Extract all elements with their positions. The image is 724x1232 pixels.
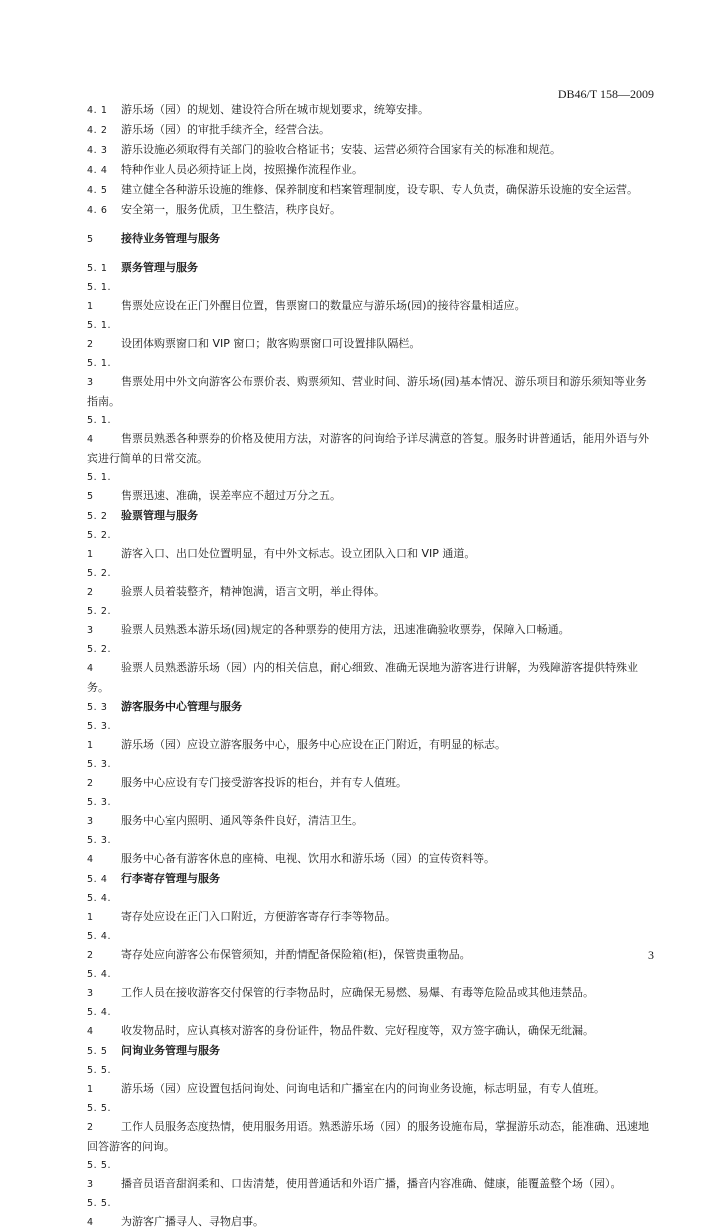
clause-number: 5. 1. 4 <box>87 415 112 445</box>
clause-5-5-1 <box>87 1061 657 1099</box>
clause-text: 游乐场（园）的审批手续齐全，经营合法。 <box>121 123 330 136</box>
clause-number: 5. 3. 1 <box>87 721 112 751</box>
clause-5-2-1 <box>87 526 657 564</box>
subsection-heading-5-2 <box>87 506 657 526</box>
clause-number: 5. 1. 3 <box>87 358 112 388</box>
clause-text: 工作人员在接收游客交付保管的行李物品时，应确保无易燃、易爆、有毒等危险品或其他违禁品。 <box>121 986 594 999</box>
subsection-title: 验票管理与服务 <box>121 509 198 522</box>
clause-text: 为游客广播寻人、寻物启事。 <box>121 1215 264 1228</box>
clause-text: 游乐场（园）应设立游客服务中心，服务中心应设在正门附近，有明显的标志。 <box>121 738 506 751</box>
document-body <box>87 100 657 1232</box>
clause-text: 设团体购票窗口和 VIP 窗口；散客购票窗口可设置排队隔栏。 <box>121 337 421 350</box>
clause-text: 游乐场（园）应设置包括问询处、问询电话和广播室在内的问询业务设施，标志明显，有专人值班。 <box>121 1082 605 1095</box>
clause-number: 4. 3 <box>87 145 108 156</box>
clause-number: 5. 2. 1 <box>87 530 112 560</box>
clause-text: 游客入口、出口处位置明显，有中外文标志。设立团队入口和 VIP 通道。 <box>121 547 476 560</box>
clause-number: 5. 1. 2 <box>87 320 112 350</box>
clause-5-4-1 <box>87 889 657 927</box>
clause-4-3 <box>87 140 657 160</box>
clause-5-2-2 <box>87 564 657 602</box>
subsection-title: 游客服务中心管理与服务 <box>121 700 242 713</box>
clause-number: 5. 3. 2 <box>87 759 112 789</box>
clause-number: 5. 5. 1 <box>87 1065 112 1095</box>
clause-text: 游乐场（园）的规划、建设符合所在城市规划要求，统筹安排。 <box>121 103 429 116</box>
clause-text: 售票处用中外文向游客公布票价表、购票须知、营业时间、游乐场(园)基本情况、游乐项目和游乐须知等业务指南。 <box>87 375 647 408</box>
clause-number: 5. 5. 3 <box>87 1160 112 1190</box>
subsection-number: 5. 2 <box>87 511 108 522</box>
clause-text: 播音员语音甜润柔和、口齿清楚，使用普通话和外语广播，播音内容准确、健康，能覆盖整个场（园）。 <box>121 1177 622 1190</box>
clause-text: 游乐设施必须取得有关部门的验收合格证书；安装、运营必须符合国家有关的标准和规范。 <box>121 143 561 156</box>
clause-5-1-1 <box>87 278 657 316</box>
clause-number: 4. 6 <box>87 205 108 216</box>
clause-number: 5. 5. 2 <box>87 1103 112 1133</box>
clause-number: 5. 3. 3 <box>87 797 112 827</box>
clause-number: 5. 2. 4 <box>87 644 112 674</box>
clause-5-1-5 <box>87 468 657 506</box>
clause-text: 安全第一，服务优质，卫生整洁，秩序良好。 <box>121 203 341 216</box>
clause-5-3-4 <box>87 831 657 869</box>
clause-text: 建立健全各种游乐设施的维修、保养制度和档案管理制度，设专职、专人负责，确保游乐设施的安全运营。 <box>121 183 638 196</box>
clause-text: 售票员熟悉各种票券的价格及使用方法，对游客的问询给予详尽满意的答复。服务时讲普通话，能用外语与外宾进行简单的日常交流。 <box>87 432 649 465</box>
clause-number: 5. 5. 4 <box>87 1198 112 1228</box>
clause-text: 验票人员着装整齐，精神饱满，语言文明，举止得体。 <box>121 585 385 598</box>
clause-5-4-2 <box>87 927 657 965</box>
clause-text: 寄存处应向游客公布保管须知，并酌情配备保险箱(柜)，保管贵重物品。 <box>121 948 471 961</box>
clause-5-5-4 <box>87 1194 657 1232</box>
clause-5-3-2 <box>87 755 657 793</box>
section-title: 接待业务管理与服务 <box>121 232 220 245</box>
clause-number: 5. 2. 3 <box>87 606 112 636</box>
clause-number: 5. 1. 1 <box>87 282 112 312</box>
clause-4-4 <box>87 160 657 180</box>
clause-5-3-1 <box>87 717 657 755</box>
subsection-title: 行李寄存管理与服务 <box>121 872 220 885</box>
clause-number: 4. 4 <box>87 165 108 176</box>
clause-number: 5. 1. 5 <box>87 472 112 502</box>
clause-4-6 <box>87 200 657 220</box>
clause-number: 5. 4. 3 <box>87 969 112 999</box>
clause-5-2-3 <box>87 602 657 640</box>
clause-text: 验票人员熟悉本游乐场(园)规定的各种票券的使用方法，迅速准确验收票券，保障入口畅通。 <box>121 623 570 636</box>
clause-5-2-4 <box>87 640 657 697</box>
subsection-heading-5-4 <box>87 869 657 889</box>
document-code: DB46/T 158—2009 <box>557 87 654 101</box>
clause-5-1-2 <box>87 316 657 354</box>
clause-5-1-4 <box>87 411 657 468</box>
clause-text: 服务中心应设有专门接受游客投诉的柜台，并有专人值班。 <box>121 776 407 789</box>
clause-text: 工作人员服务态度热情，使用服务用语。熟悉游乐场（园）的服务设施布局，掌握游乐动态，能准确、迅速地回答游客的问询。 <box>87 1120 649 1153</box>
clause-4-5 <box>87 180 657 200</box>
clause-number: 4. 2 <box>87 125 108 136</box>
subsection-number: 5. 4 <box>87 874 108 885</box>
subsection-title: 票务管理与服务 <box>121 261 198 274</box>
clause-text: 售票处应设在正门外醒目位置，售票窗口的数量应与游乐场(园)的接待容量相适应。 <box>121 299 526 312</box>
clause-text: 特种作业人员必须持证上岗，按照操作流程作业。 <box>121 163 363 176</box>
clause-number: 5. 3. 4 <box>87 835 112 865</box>
section-heading-5 <box>87 229 657 249</box>
clause-text: 服务中心室内照明、通风等条件良好，清洁卫生。 <box>121 814 363 827</box>
subsection-number: 5. 3 <box>87 702 108 713</box>
clause-text: 售票迅速、准确，误差率应不超过万分之五。 <box>121 489 341 502</box>
subsection-heading-5-1 <box>87 258 657 278</box>
section-number: 5 <box>87 234 94 245</box>
clause-5-5-2 <box>87 1099 657 1156</box>
clause-5-4-3 <box>87 965 657 1003</box>
subsection-heading-5-3 <box>87 697 657 717</box>
clause-4-1 <box>87 100 657 120</box>
page-number: 3 <box>648 948 654 962</box>
subsection-number: 5. 5 <box>87 1046 108 1057</box>
clause-5-1-3 <box>87 354 657 411</box>
subsection-heading-5-5 <box>87 1041 657 1061</box>
clause-text: 收发物品时，应认真核对游客的身份证件，物品件数、完好程度等，双方签字确认，确保无纰漏。 <box>121 1024 594 1037</box>
clause-5-4-4 <box>87 1003 657 1041</box>
clause-text: 服务中心备有游客休息的座椅、电视、饮用水和游乐场（园）的宣传资料等。 <box>121 852 495 865</box>
clause-5-3-3 <box>87 793 657 831</box>
clause-number: 5. 4. 4 <box>87 1007 112 1037</box>
clause-5-5-3 <box>87 1156 657 1194</box>
clause-number: 4. 1 <box>87 105 108 116</box>
subsection-number: 5. 1 <box>87 263 108 274</box>
clause-number: 5. 4. 1 <box>87 893 112 923</box>
subsection-title: 问询业务管理与服务 <box>121 1044 220 1057</box>
clause-text: 寄存处应设在正门入口附近，方便游客寄存行李等物品。 <box>121 910 396 923</box>
clause-4-2 <box>87 120 657 140</box>
clause-number: 5. 4. 2 <box>87 931 112 961</box>
clause-text: 验票人员熟悉游乐场（园）内的相关信息，耐心细致、准确无误地为游客进行讲解，为残障游客提供特殊业务。 <box>87 661 638 694</box>
clause-number: 4. 5 <box>87 185 108 196</box>
clause-number: 5. 2. 2 <box>87 568 112 598</box>
